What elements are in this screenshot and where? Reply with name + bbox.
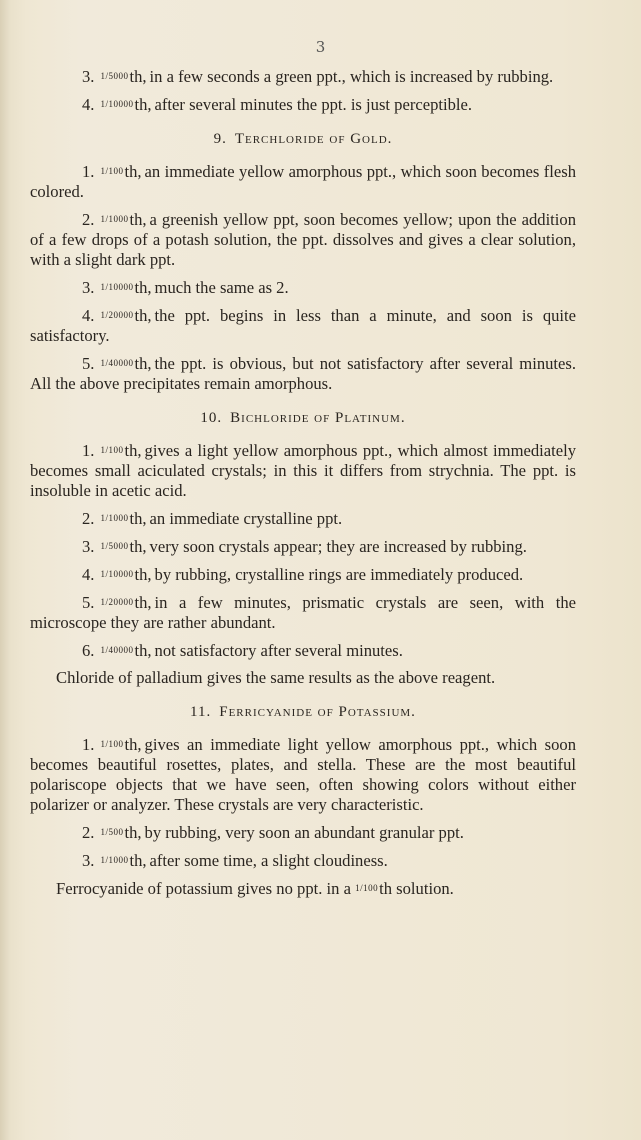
item-paragraph — [30, 161, 576, 202]
item-number: 3. — [82, 537, 95, 556]
item-text: gives a light yellow amorphous ppt., which almost immediately becomes small aciculated crystals; in this it differs from strychnia. The ppt. is insoluble in acetic acid. — [30, 441, 576, 500]
section-heading — [30, 129, 576, 149]
ordinal-suffix: th, — [134, 278, 152, 297]
item-paragraph — [30, 209, 576, 270]
item-number: 2. — [82, 823, 95, 842]
item-number: 5. — [82, 354, 95, 373]
item-text: not satisfactory after several minutes. — [154, 641, 403, 660]
section-heading — [30, 408, 576, 428]
ordinal-suffix: th, — [124, 162, 142, 181]
item-text: the ppt. is obvious, but not satisfactory after several minutes. All the above precipitates remain amorphous. — [30, 354, 576, 393]
dilution-fraction: 1/20000 — [100, 597, 134, 607]
section-title: Terchloride of Gold. — [234, 131, 393, 147]
ordinal-suffix: th, — [129, 210, 147, 229]
item-paragraph — [30, 66, 576, 87]
item-number: 4. — [82, 95, 95, 114]
item-number: 6. — [82, 641, 95, 660]
dilution-fraction: 1/1000 — [100, 214, 129, 224]
item-number: 3. — [82, 67, 95, 86]
body-paragraph — [30, 878, 576, 899]
item-paragraph — [30, 734, 576, 815]
item-paragraph — [30, 822, 576, 843]
dilution-fraction: 1/1000 — [100, 513, 129, 523]
ordinal-suffix: th, — [124, 735, 142, 754]
item-paragraph — [30, 94, 576, 115]
item-text: by rubbing, very soon an abundant granular ppt. — [144, 823, 464, 842]
item-number: 2. — [82, 509, 95, 528]
item-number: 1. — [82, 735, 95, 754]
ordinal-suffix: th, — [124, 441, 142, 460]
page-content — [30, 66, 576, 906]
dilution-fraction: 1/10000 — [100, 99, 134, 109]
item-paragraph — [30, 277, 576, 298]
item-paragraph — [30, 640, 576, 661]
dilution-fraction: 1/5000 — [100, 541, 129, 551]
ordinal-suffix: th, — [134, 95, 152, 114]
item-text: much the same as 2. — [154, 278, 289, 297]
item-paragraph — [30, 850, 576, 871]
dilution-fraction: 1/20000 — [100, 310, 134, 320]
ordinal-suffix: th, — [134, 565, 152, 584]
ordinal-suffix: th, — [129, 851, 147, 870]
dilution-fraction: 1/1000 — [100, 855, 129, 865]
dilution-fraction: 1/5000 — [100, 71, 129, 81]
item-number: 1. — [82, 162, 95, 181]
item-text: the ppt. begins in less than a minute, and soon is quite satisfactory. — [30, 306, 576, 345]
item-text: by rubbing, crystalline rings are immediately produced. — [154, 565, 524, 584]
section-number: 11. — [190, 704, 212, 720]
dilution-fraction: 1/10000 — [100, 282, 134, 292]
item-number: 3. — [82, 851, 95, 870]
dilution-fraction: 1/100 — [100, 166, 124, 176]
item-paragraph — [30, 353, 576, 394]
paragraph-text-before: Ferrocyanide of potassium gives no ppt. in a — [56, 879, 351, 898]
section-number: 9. — [213, 131, 227, 147]
item-text: gives an immediate light yellow amorphous ppt., which soon becomes beautiful rosettes, plates, and stella. These are the most beautiful polariscope objects that we have seen, often showing colors without either polarizer or analyzer. These crystals are very characteristic. — [30, 735, 576, 814]
section-heading — [30, 702, 576, 722]
ordinal-suffix: th, — [124, 823, 142, 842]
ordinal-suffix: th, — [134, 354, 152, 373]
item-paragraph — [30, 564, 576, 585]
item-text: in a few seconds a green ppt., which is increased by rubbing. — [149, 67, 554, 86]
item-paragraph — [30, 592, 576, 633]
ordinal-suffix: th, — [129, 67, 147, 86]
item-text: a greenish yellow ppt, soon becomes yellow; upon the addition of a few drops of a potash solution, the ppt. dissolves and gives a clear solution, with a slight dark ppt. — [30, 210, 576, 269]
item-text: an immediate crystalline ppt. — [149, 509, 343, 528]
item-number: 3. — [82, 278, 95, 297]
dilution-fraction: 1/40000 — [100, 645, 134, 655]
item-text: after several minutes the ppt. is just perceptible. — [154, 95, 473, 114]
paragraph-text-after: th solution. — [379, 879, 454, 898]
dilution-fraction: 1/100 — [100, 445, 124, 455]
ordinal-suffix: th, — [129, 537, 147, 556]
dilution-fraction: 1/500 — [100, 827, 124, 837]
item-paragraph — [30, 536, 576, 557]
item-paragraph — [30, 305, 576, 346]
item-text: very soon crystals appear; they are increased by rubbing. — [149, 537, 527, 556]
ordinal-suffix: th, — [134, 306, 152, 325]
item-text: in a few minutes, prismatic crystals are seen, with the microscope they are rather abundant. — [30, 593, 576, 632]
item-text: an immediate yellow amorphous ppt., which soon becomes flesh colored. — [30, 162, 576, 201]
ordinal-suffix: th, — [134, 641, 152, 660]
section-title: Bichloride of Platinum. — [230, 410, 406, 426]
item-text: after some time, a slight cloudiness. — [149, 851, 388, 870]
item-number: 5. — [82, 593, 95, 612]
page-number: 3 — [315, 38, 326, 56]
item-number: 1. — [82, 441, 95, 460]
ordinal-suffix: th, — [134, 593, 152, 612]
section-number: 10. — [200, 410, 223, 426]
item-number: 4. — [82, 306, 95, 325]
section-title: Ferricyanide of Potassium. — [219, 704, 416, 720]
item-number: 2. — [82, 210, 95, 229]
item-number: 4. — [82, 565, 95, 584]
item-paragraph — [30, 440, 576, 501]
dilution-fraction: 1/100 — [355, 883, 379, 893]
item-paragraph — [30, 508, 576, 529]
dilution-fraction: 1/40000 — [100, 358, 134, 368]
dilution-fraction: 1/10000 — [100, 569, 134, 579]
dilution-fraction: 1/100 — [100, 739, 124, 749]
body-paragraph: Chloride of palladium gives the same results as the above reagent. — [56, 668, 496, 687]
ordinal-suffix: th, — [129, 509, 147, 528]
